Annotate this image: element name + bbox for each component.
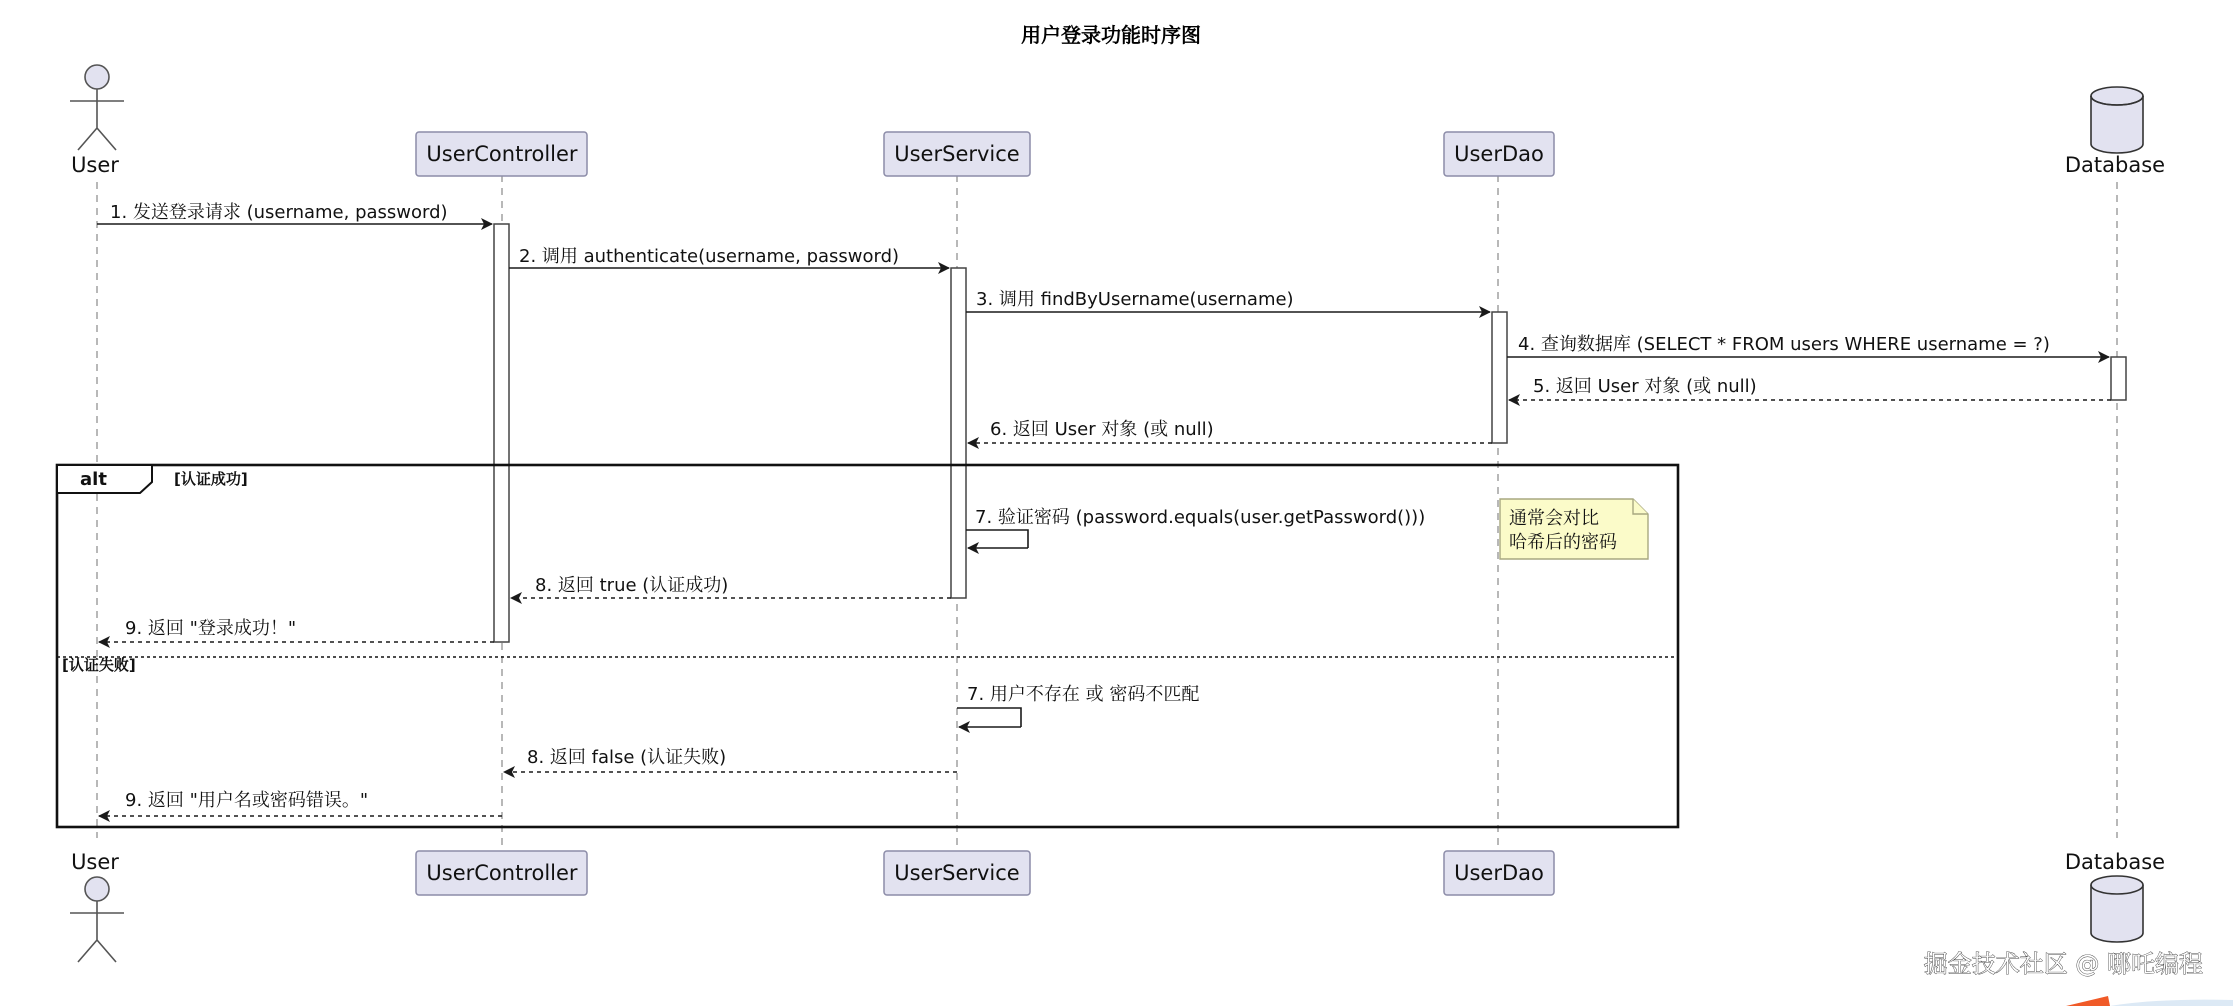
actor-body-icon: [70, 89, 124, 150]
message-label-9b: 9. 返回 "用户名或密码错误。": [125, 790, 369, 811]
message-label-9a: 9. 返回 "登录成功！": [125, 618, 297, 639]
message-label-8b: 8. 返回 false (认证失败): [527, 747, 727, 768]
guard-failure: [认证失败]: [62, 656, 136, 674]
actor-icon: [85, 65, 109, 89]
corner-accent-light: [2110, 1000, 2233, 1006]
message-label-6: 6. 返回 User 对象 (或 null): [990, 419, 1214, 440]
note-fold-icon: [1633, 499, 1648, 514]
participant-service-top: [884, 132, 1030, 176]
note-line-2: 哈希后的密码: [1509, 532, 1617, 553]
participant-label-database-bottom: Database: [2064, 850, 2166, 874]
messages: [97, 202, 2111, 816]
participant-label-user-top: User: [71, 153, 119, 177]
participant-database-bottom: [2065, 850, 2165, 942]
actor-body-icon: [70, 901, 124, 962]
participant-label-database-top: Database: [2064, 153, 2166, 177]
message-label-7b: 7. 用户不存在 或 密码不匹配: [967, 684, 1200, 705]
participant-service-bottom: [884, 851, 1030, 895]
activation-controller: [494, 224, 509, 642]
message-self-7a: [966, 530, 1028, 548]
note-line-1: 通常会对比: [1509, 508, 1599, 529]
corner-accent: [2066, 996, 2110, 1006]
participant-dao-bottom: [1444, 851, 1554, 895]
actor-icon: [85, 877, 109, 901]
message-label-4: 4. 查询数据库 (SELECT * FROM users WHERE username = ?): [1518, 334, 2050, 355]
participant-label-dao-bottom: UserDao: [1454, 861, 1544, 885]
activation-database: [2111, 357, 2126, 400]
activation-bars: [494, 224, 2126, 642]
message-label-7a: 7. 验证密码 (password.equals(user.getPassword())): [975, 507, 1426, 528]
participant-controller-bottom: [416, 851, 587, 895]
participants-bottom: [70, 850, 2165, 962]
participant-database-top: [2065, 87, 2165, 177]
participant-label-service-top: UserService: [894, 142, 1020, 166]
participant-label-controller-bottom: UserController: [426, 861, 578, 885]
actor-user-top: [70, 65, 124, 177]
actor-user-bottom: [70, 850, 124, 962]
alt-operator: alt: [80, 469, 107, 490]
message-label-1: 1. 发送登录请求 (username, password): [110, 202, 448, 223]
message-label-3: 3. 调用 findByUsername(username): [976, 289, 1294, 310]
participant-dao-top: [1444, 132, 1554, 176]
participant-controller-top: [416, 132, 587, 176]
watermark: 掘金技术社区 @ 哪吒编程: [1923, 950, 2203, 978]
message-label-8a: 8. 返回 true (认证成功): [535, 575, 729, 596]
diagram-title: 用户登录功能时序图: [1021, 23, 1201, 47]
message-label-5: 5. 返回 User 对象 (或 null): [1533, 376, 1757, 397]
message-self-7b: [957, 708, 1021, 727]
participant-label-dao-top: UserDao: [1454, 142, 1544, 166]
guard-success: [认证成功]: [174, 470, 248, 488]
participants-top: [70, 65, 2165, 177]
note: [1500, 499, 1648, 559]
database-top-icon: [2091, 876, 2143, 894]
message-label-2: 2. 调用 authenticate(username, password): [519, 246, 900, 267]
participant-label-service-bottom: UserService: [894, 861, 1020, 885]
participant-label-user-bottom: User: [71, 850, 119, 874]
activation-dao: [1492, 312, 1507, 443]
activation-service: [951, 268, 966, 598]
participant-label-controller-top: UserController: [426, 142, 578, 166]
